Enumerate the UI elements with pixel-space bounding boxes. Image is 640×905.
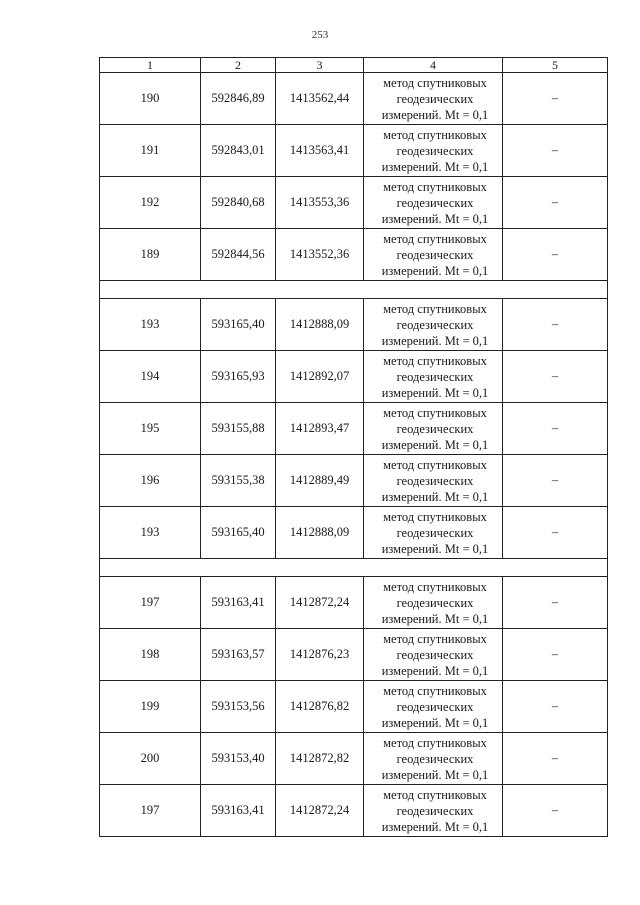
point-number-cell: 197 [100, 785, 201, 837]
x-coordinate-cell: 593155,38 [201, 455, 276, 507]
header-col-4: 4 [364, 58, 503, 73]
x-coordinate-cell: 592843,01 [201, 125, 276, 177]
note-cell: – [503, 681, 608, 733]
method-cell [364, 681, 503, 733]
header-col-5: 5 [503, 58, 608, 73]
method-cell [364, 455, 503, 507]
y-coordinate-cell: 1412893,47 [276, 403, 364, 455]
point-number-cell: 194 [100, 351, 201, 403]
table-row [100, 681, 608, 733]
group-separator-row [100, 281, 608, 299]
note-cell: – [503, 455, 608, 507]
x-coordinate-cell: 593163,41 [201, 785, 276, 837]
table-row [100, 507, 608, 559]
note-cell: – [503, 577, 608, 629]
table-row [100, 785, 608, 837]
header-col-1: 1 [100, 58, 201, 73]
method-line: метод спутниковых [383, 509, 487, 524]
point-number-cell: 199 [100, 681, 201, 733]
note-cell: – [503, 229, 608, 281]
x-coordinate-cell: 593155,88 [201, 403, 276, 455]
note-cell: – [503, 733, 608, 785]
point-number-cell: 193 [100, 299, 201, 351]
method-line: метод спутниковых [383, 405, 487, 420]
point-number-cell: 196 [100, 455, 201, 507]
method-line: измерений. Mt = 0,1 [381, 715, 489, 730]
point-number-cell: 198 [100, 629, 201, 681]
x-coordinate-cell: 592840,68 [201, 177, 276, 229]
header-col-3: 3 [276, 58, 364, 73]
method-line: метод спутниковых [383, 683, 487, 698]
y-coordinate-cell: 1413553,36 [276, 177, 364, 229]
method-line: геодезических [396, 247, 474, 262]
method-cell [364, 507, 503, 559]
note-cell: – [503, 351, 608, 403]
method-line: метод спутниковых [383, 231, 487, 246]
y-coordinate-cell: 1412888,09 [276, 299, 364, 351]
method-cell [364, 733, 503, 785]
method-line: метод спутниковых [383, 179, 487, 194]
method-line: метод спутниковых [383, 579, 487, 594]
method-line: геодезических [396, 369, 474, 384]
method-line: метод спутниковых [383, 631, 487, 646]
method-line: геодезических [396, 421, 474, 436]
method-line: геодезических [396, 647, 474, 662]
group-separator-cell [100, 559, 608, 577]
method-cell [364, 229, 503, 281]
x-coordinate-cell: 592844,56 [201, 229, 276, 281]
method-line: геодезических [396, 525, 474, 540]
table-row [100, 403, 608, 455]
method-line: измерений. Mt = 0,1 [381, 767, 489, 782]
y-coordinate-cell: 1412872,24 [276, 577, 364, 629]
note-cell: – [503, 299, 608, 351]
table-row [100, 733, 608, 785]
point-number-cell: 200 [100, 733, 201, 785]
page-number: 253 [311, 29, 329, 41]
method-line: геодезических [396, 699, 474, 714]
method-line: измерений. Mt = 0,1 [381, 333, 489, 348]
group-separator-row [100, 559, 608, 577]
y-coordinate-cell: 1412876,82 [276, 681, 364, 733]
x-coordinate-cell: 593165,40 [201, 299, 276, 351]
y-coordinate-cell: 1412876,23 [276, 629, 364, 681]
method-cell [364, 785, 503, 837]
method-line: измерений. Mt = 0,1 [381, 437, 489, 452]
x-coordinate-cell: 593153,40 [201, 733, 276, 785]
table-body [100, 73, 608, 837]
method-line: метод спутниковых [383, 353, 487, 368]
method-line: метод спутниковых [383, 735, 487, 750]
table-row [100, 125, 608, 177]
group-separator-cell [100, 281, 608, 299]
method-line: метод спутниковых [383, 127, 487, 142]
method-cell [364, 299, 503, 351]
table-row [100, 177, 608, 229]
y-coordinate-cell: 1412888,09 [276, 507, 364, 559]
table-row [100, 629, 608, 681]
method-line: метод спутниковых [383, 301, 487, 316]
method-line: геодезических [396, 317, 474, 332]
point-number-cell: 189 [100, 229, 201, 281]
header-row [100, 58, 608, 73]
point-number-cell: 192 [100, 177, 201, 229]
method-line: измерений. Mt = 0,1 [381, 541, 489, 556]
x-coordinate-cell: 593163,41 [201, 577, 276, 629]
method-cell [364, 629, 503, 681]
y-coordinate-cell: 1412889,49 [276, 455, 364, 507]
table-row [100, 299, 608, 351]
method-line: измерений. Mt = 0,1 [381, 819, 489, 834]
y-coordinate-cell: 1412872,24 [276, 785, 364, 837]
x-coordinate-cell: 593165,93 [201, 351, 276, 403]
note-cell: – [503, 177, 608, 229]
method-line: метод спутниковых [383, 787, 487, 802]
table-row [100, 351, 608, 403]
note-cell: – [503, 785, 608, 837]
note-cell: – [503, 73, 608, 125]
method-line: измерений. Mt = 0,1 [381, 385, 489, 400]
note-cell: – [503, 629, 608, 681]
method-line: геодезических [396, 595, 474, 610]
method-line: метод спутниковых [383, 457, 487, 472]
method-line: измерений. Mt = 0,1 [381, 107, 489, 122]
method-line: геодезических [396, 91, 474, 106]
note-cell: – [503, 507, 608, 559]
method-line: геодезических [396, 803, 474, 818]
y-coordinate-cell: 1413562,44 [276, 73, 364, 125]
y-coordinate-cell: 1412872,82 [276, 733, 364, 785]
point-number-cell: 195 [100, 403, 201, 455]
table-row [100, 577, 608, 629]
method-cell [364, 73, 503, 125]
point-number-cell: 197 [100, 577, 201, 629]
method-line: измерений. Mt = 0,1 [381, 211, 489, 226]
point-number-cell: 193 [100, 507, 201, 559]
coordinates-table [99, 57, 608, 837]
method-line: измерений. Mt = 0,1 [381, 663, 489, 678]
point-number-cell: 190 [100, 73, 201, 125]
method-line: геодезических [396, 143, 474, 158]
method-line: метод спутниковых [383, 75, 487, 90]
x-coordinate-cell: 593165,40 [201, 507, 276, 559]
point-number-cell: 191 [100, 125, 201, 177]
note-cell: – [503, 403, 608, 455]
method-cell [364, 403, 503, 455]
y-coordinate-cell: 1413563,41 [276, 125, 364, 177]
table-row [100, 455, 608, 507]
note-cell: – [503, 125, 608, 177]
y-coordinate-cell: 1412892,07 [276, 351, 364, 403]
x-coordinate-cell: 593153,56 [201, 681, 276, 733]
method-line: измерений. Mt = 0,1 [381, 263, 489, 278]
method-cell [364, 177, 503, 229]
method-line: геодезических [396, 195, 474, 210]
method-line: измерений. Mt = 0,1 [381, 159, 489, 174]
table-row [100, 73, 608, 125]
method-line: измерений. Mt = 0,1 [381, 611, 489, 626]
header-col-2: 2 [201, 58, 276, 73]
method-line: геодезических [396, 473, 474, 488]
y-coordinate-cell: 1413552,36 [276, 229, 364, 281]
x-coordinate-cell: 593163,57 [201, 629, 276, 681]
method-line: геодезических [396, 751, 474, 766]
method-cell [364, 577, 503, 629]
method-cell [364, 351, 503, 403]
method-cell [364, 125, 503, 177]
x-coordinate-cell: 592846,89 [201, 73, 276, 125]
table-row [100, 229, 608, 281]
method-line: измерений. Mt = 0,1 [381, 489, 489, 504]
